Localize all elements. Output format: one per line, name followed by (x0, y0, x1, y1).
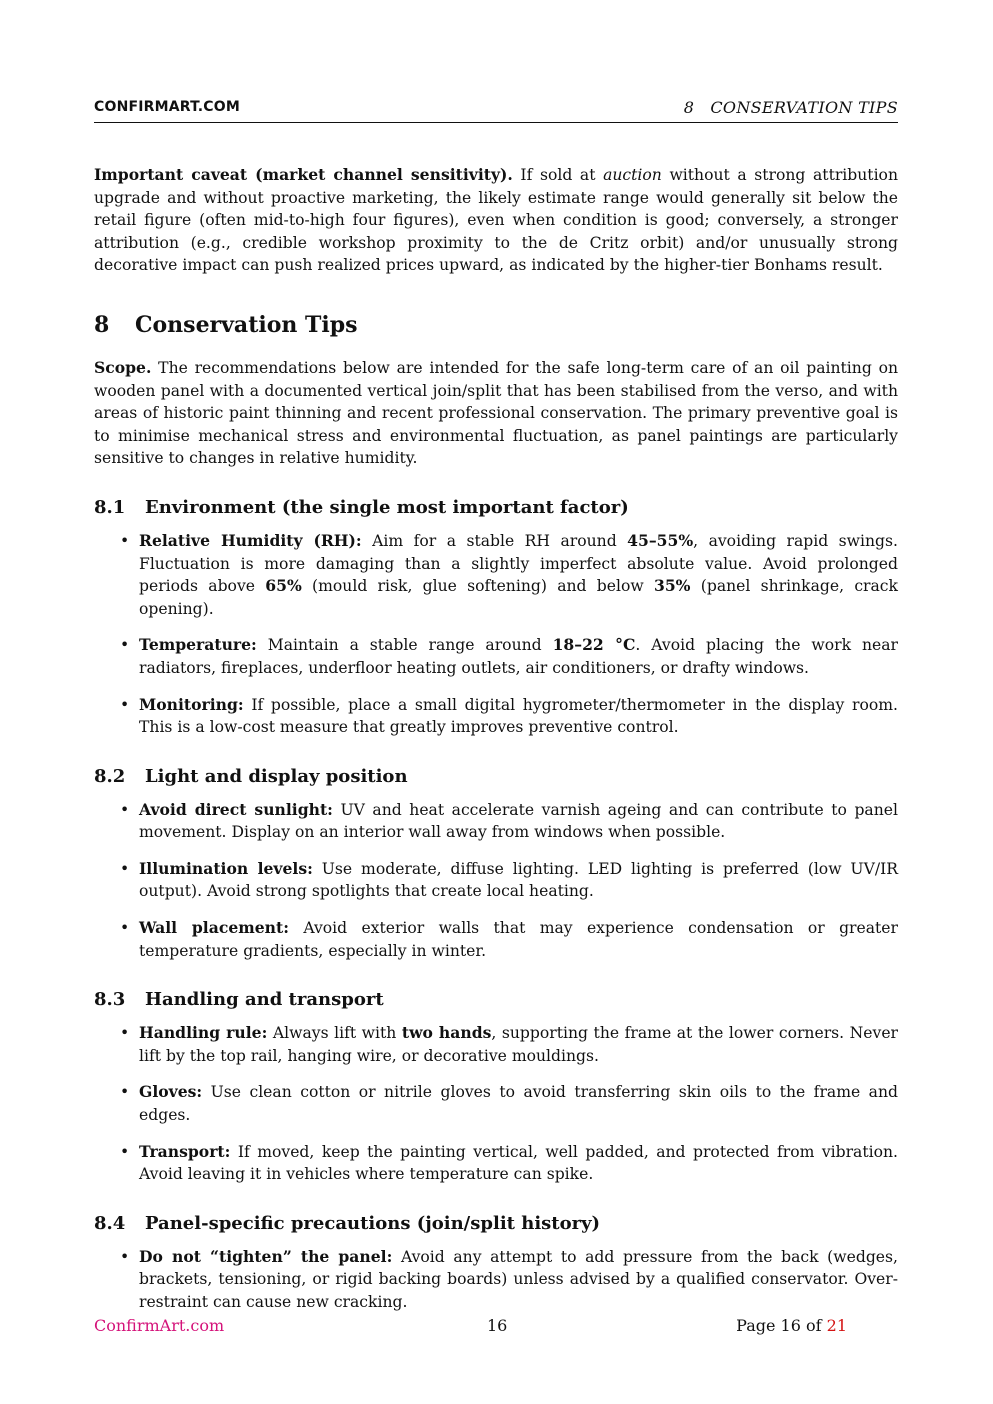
subsection-number: 8.2 (94, 765, 126, 787)
item-text: Always lift with (267, 1024, 402, 1043)
footer-page-of (736, 1316, 847, 1335)
item-lead: Illumination levels: (139, 858, 313, 878)
site-logo: CONFIRMART.COM (94, 99, 241, 115)
running-title: 8 CONSERVATION TIPS (683, 98, 898, 117)
list-item-transport (139, 1141, 903, 1186)
section-title: Conservation Tips (135, 311, 358, 338)
item-text: (panel shrinkage, crack opening). (139, 577, 903, 618)
item-lead: Handling rule: (139, 1023, 268, 1043)
item-text: If possible, place a small digital hygrometer/thermometer in the display room. This is a low-cost measure that greatly improves preventive control. (139, 695, 903, 737)
panel-precautions-list (94, 1246, 903, 1314)
footer-page-number: 16 (487, 1316, 508, 1335)
scope-lead: Scope. (94, 357, 152, 377)
subsection-heading-8-4 (94, 1212, 898, 1236)
section-heading (94, 311, 898, 339)
item-lead: Avoid direct sunlight: (139, 799, 333, 819)
list-item-illumination (139, 858, 903, 903)
item-text: (mould risk, glue softening) and below (301, 577, 654, 596)
item-bold-value: 45–55% (627, 530, 694, 550)
list-item-handling-rule (139, 1022, 898, 1067)
list-item-gloves (139, 1081, 903, 1126)
item-text: . Avoid placing the work near radiators, fireplaces, underfloor heating outlets, air conditioners, or drafty windows. (139, 636, 899, 677)
item-text: If moved, keep the painting vertical, well padded, and protected from vibration. Avoid leaving it in vehicles where temperature can spike. (139, 1142, 903, 1184)
caveat-lead: Important caveat (market channel sensitivity). (94, 165, 513, 184)
page-of-prefix: Page 16 of (736, 1316, 827, 1335)
light-display-list (94, 799, 903, 963)
scope-paragraph (94, 357, 903, 470)
subsection-number: 8.1 (94, 496, 126, 518)
handling-list (94, 1022, 903, 1186)
item-text: UV and heat accelerate varnish ageing and can contribute to panel movement. Display on an interior wall away from windows when possible. (139, 800, 903, 842)
item-text: , supporting the frame at the lower corners. Never lift by the top rail, hanging wire, or decorative mouldings. (139, 1024, 899, 1065)
item-text: Use clean cotton or nitrile gloves to avoid transferring skin oils to the frame and edges. (139, 1083, 903, 1125)
item-lead: Gloves: (139, 1082, 203, 1102)
item-text: Aim for a stable RH around (361, 531, 628, 550)
item-bold-value: 65% (265, 576, 302, 596)
item-text: Use moderate, diffuse lighting. LED lighting is preferred (low UV/IR output). Avoid strong spotlights that create local heating. (139, 859, 903, 901)
subsection-heading-8-3 (94, 988, 898, 1012)
subsection-title: Handling and transport (145, 989, 384, 1011)
item-text: Avoid exterior walls that may experience condensation or greater temperature gradients, especially in winter. (139, 919, 903, 960)
item-lead: Wall placement: (139, 918, 289, 938)
list-item-direct-sunlight (139, 799, 903, 844)
list-item-temperature (139, 634, 898, 679)
footer-site-link[interactable]: ConfirmArt.com (94, 1316, 225, 1335)
item-lead: Temperature: (139, 635, 257, 655)
item-lead: Monitoring: (139, 694, 244, 714)
total-pages-link[interactable]: 21 (826, 1316, 847, 1335)
item-lead: Relative Humidity (RH): (139, 530, 362, 550)
item-bold-value: two hands (401, 1023, 492, 1043)
list-item-relative-humidity (139, 530, 903, 620)
caveat-text-1: If sold at (512, 166, 604, 184)
environment-list (94, 530, 903, 739)
list-item-monitoring (139, 694, 903, 739)
list-item-wall-placement (139, 917, 903, 962)
caveat-paragraph (94, 164, 898, 277)
page-header (94, 98, 898, 123)
item-lead: Do not “tighten” the panel: (139, 1246, 393, 1266)
item-text: Maintain a stable range around (256, 636, 553, 655)
scope-text: The recommendations below are intended for the safe long-term care of an oil painting on wooden panel with a documented vertical join/split that has been stabilised from the verso, and with areas of historic paint thinning and recent professional conservation. The primary preventive goal is to minimise mechanical stress and environmental fluctuation, as panel paintings are particularly sensitive to changes in relative humidity. (94, 358, 903, 468)
item-bold-value: 35% (653, 576, 691, 596)
subsection-number: 8.4 (94, 1212, 126, 1234)
subsection-heading-8-2 (94, 765, 898, 789)
list-item-do-not-tighten (139, 1246, 903, 1314)
section-number: 8 (94, 311, 110, 338)
item-lead: Transport: (139, 1141, 231, 1161)
caveat-text-2: without a strong attribution upgrade and without proactive marketing, the likely estimate range would generally sit below the retail figure (often mid-to-high four figures), even when condition is good; conversely, a stronger attribution (e.g., credible workshop proximity to the de Critz orbit) and/or unusually strong decorative impact can push realized prices upward, as indicated by the higher-tier Bonhams result. (94, 166, 898, 275)
caveat-emphasis: auction (603, 166, 662, 184)
subsection-title: Panel-specific precautions (join/split history) (145, 1212, 601, 1234)
subsection-title: Light and display position (145, 765, 408, 787)
subsection-number: 8.3 (94, 989, 126, 1011)
item-text: , avoiding rapid swings. Fluctuation is more damaging than a slightly imperfect absolute value. Avoid prolonged periods above (139, 531, 898, 596)
subsection-heading-8-1 (94, 496, 898, 520)
page-footer (94, 1316, 847, 1338)
item-text: Avoid any attempt to add pressure from the back (wedges, brackets, tensioning, or rigid backing boards) unless advised by a qualified conservator. Over-restraint can cause new cracking. (139, 1247, 903, 1311)
page-body (94, 164, 903, 1314)
item-bold-value: 18–22 °C (552, 635, 636, 655)
subsection-title: Environment (the single most important factor) (145, 496, 629, 518)
